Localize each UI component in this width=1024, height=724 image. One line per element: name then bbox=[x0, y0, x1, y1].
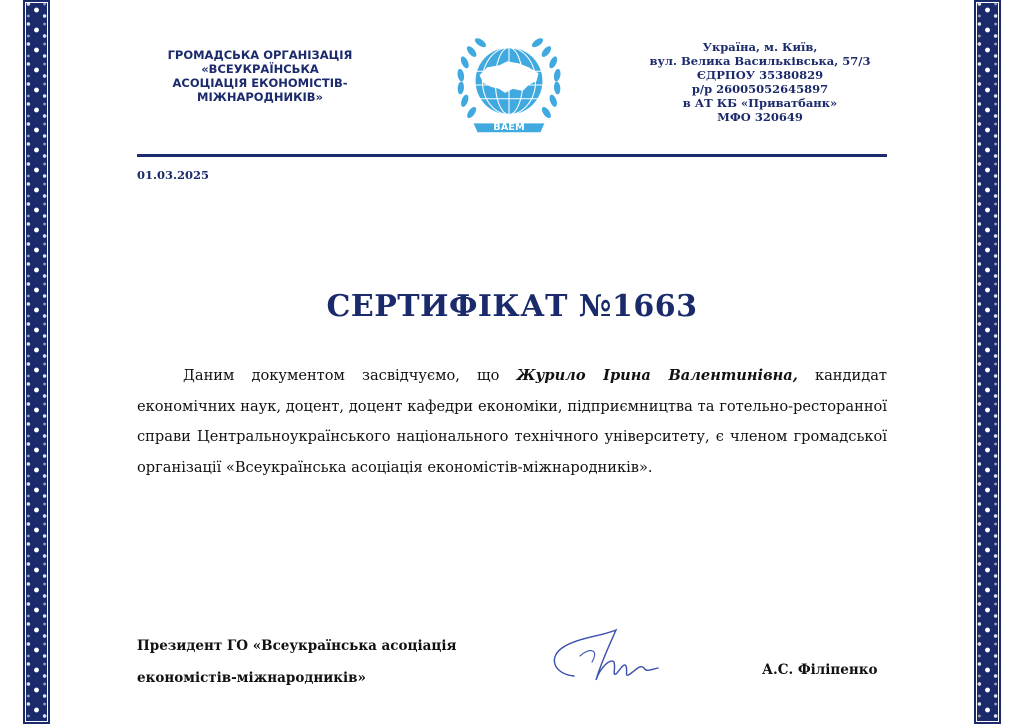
body-text-intro: Даним документом засвідчуємо, що bbox=[183, 367, 517, 384]
member-name: Журило Ірина Валентинівна, bbox=[516, 367, 798, 384]
president-name: А.С. Філіпенко bbox=[762, 662, 878, 678]
president-title-line: економістів-міжнародників» bbox=[137, 670, 366, 686]
address-line: Україна, м. Київ, bbox=[702, 40, 818, 54]
president-title bbox=[137, 630, 456, 694]
certificate-body bbox=[137, 361, 887, 483]
organization-name bbox=[160, 48, 360, 104]
address-line: ЄДРПОУ 35380829 bbox=[696, 68, 824, 82]
address-line: МФО 320649 bbox=[717, 110, 803, 124]
handwritten-signature bbox=[540, 618, 665, 688]
address-line: вул. Велика Васильківська, 57/3 bbox=[649, 54, 871, 68]
organization-line: «ВСЕУКРАЇНСЬКА bbox=[201, 62, 319, 76]
ornamental-border-left bbox=[23, 0, 50, 724]
issue-date: 01.03.2025 bbox=[137, 168, 210, 182]
address-line: в АТ КБ «Приватбанк» bbox=[682, 96, 838, 110]
certificate-title: СЕРТИФІКАТ №1663 bbox=[326, 289, 698, 324]
president-title-line: Президент ГО «Всеукраїнська асоціація bbox=[137, 638, 457, 654]
organization-line: ГРОМАДСЬКА ОРГАНІЗАЦІЯ bbox=[167, 48, 353, 62]
address-line: р/р 26005052645897 bbox=[691, 82, 829, 96]
header-divider bbox=[137, 154, 887, 157]
vaem-logo-icon bbox=[450, 26, 568, 144]
ornamental-border-right bbox=[974, 0, 1001, 724]
organization-line: АСОЦІАЦІЯ ЕКОНОМІСТІВ- bbox=[172, 76, 348, 90]
organization-line: МІЖНАРОДНИКІВ» bbox=[197, 90, 323, 104]
body-text-details: кандидат економічних наук, доцент, доцент кафедри економіки, підприємництва та готельно-ресторанної справи Центральноукраїнського національного технічного університету, є членом громадської організації «Всеукраїнська асоціація економістів-міжнародників». bbox=[137, 367, 887, 476]
logo-abbreviation: ВАЕМ bbox=[493, 122, 525, 134]
address-block bbox=[640, 40, 880, 124]
